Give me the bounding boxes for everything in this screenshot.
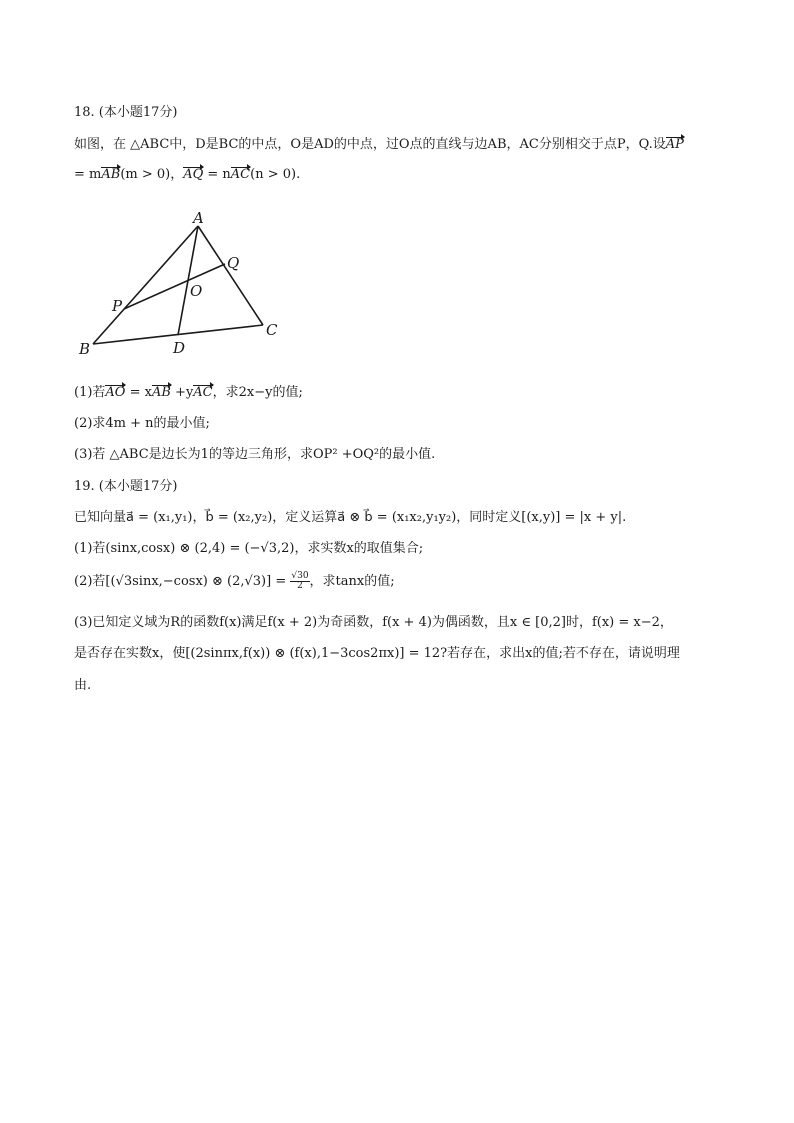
q19-part3-line1: (3)已知定义域为R的函数f(x)满足f(x + 2)为奇函数，f(x + 4)为偶函数，且x ∈ [0,2]时，f(x) = x−2， bbox=[74, 615, 673, 630]
vector-aq: AQ bbox=[183, 167, 204, 182]
triangle-figure bbox=[74, 205, 294, 365]
segment-pq bbox=[124, 264, 225, 309]
label-d: D bbox=[173, 339, 186, 357]
q18-part1-eq: = x bbox=[125, 385, 152, 400]
q19-stem: 已知向量a⃗ = (x₁,y₁)，b⃗ = (x₂,y₂)，定义运算a⃗ ⊗ b⃗ = (x₁x₂,y₁y₂)，同时定义[(x,y)] = |x + y|. bbox=[74, 510, 627, 525]
q18-part1 bbox=[74, 384, 303, 402]
side-ab bbox=[93, 226, 198, 344]
q18-part3: (3)若 △ABC是边长为1的等边三角形，求OP² +OQ²的最小值. bbox=[74, 447, 436, 462]
q18-stem-line2 bbox=[74, 166, 300, 184]
q19-part2-end: ，求tanx的值; bbox=[309, 574, 395, 589]
fraction-numerator: √30 bbox=[291, 571, 309, 581]
vector-ab: AB bbox=[101, 167, 121, 182]
q19-header: 19. (本小题17分) bbox=[74, 479, 178, 494]
q19-part3-line2: 是否存在实数x，使[(2sinπx,f(x)) ⊗ (f(x),1−3cos2πx)] = 12?若存在，求出x的值;若不存在，请说明理 bbox=[74, 646, 680, 661]
q19-part1: (1)若(sinx,cosx) ⊗ (2,4) = (−√3,2)，求实数x的取值集合; bbox=[74, 541, 424, 556]
fraction-sqrt30-over-2 bbox=[290, 572, 309, 591]
q18-stem-line1 bbox=[74, 136, 684, 154]
vector-ac: AC bbox=[230, 167, 251, 182]
q18-stem-cond-m: (m > 0)， bbox=[120, 167, 184, 182]
vector-ao: AO bbox=[105, 385, 126, 400]
q18-stem-eq1: = m bbox=[74, 167, 102, 182]
q18-part1-plus: +y bbox=[170, 385, 194, 400]
q18-stem-eq2: = n bbox=[203, 167, 231, 182]
label-c: C bbox=[266, 321, 278, 339]
label-b: B bbox=[79, 340, 91, 358]
label-q: Q bbox=[227, 254, 240, 272]
fraction-denominator: 2 bbox=[297, 581, 303, 591]
vector-ab-2: AB bbox=[151, 385, 171, 400]
q18-stem-cond-n: (n > 0). bbox=[250, 167, 301, 182]
label-a: A bbox=[193, 209, 204, 227]
q18-part1-prefix: (1)若 bbox=[74, 385, 106, 400]
q18-part1-end: ，求2x−y的值; bbox=[212, 385, 303, 400]
q19-part3-line3: 由. bbox=[74, 678, 92, 693]
side-ac bbox=[198, 226, 263, 325]
q19-part2 bbox=[74, 570, 395, 594]
vector-ap: AP bbox=[665, 137, 684, 152]
q19-part2-prefix: (2)若[(√3sinx,−cosx) ⊗ (2,√3)] = bbox=[74, 574, 287, 589]
label-o: O bbox=[190, 282, 203, 300]
q18-stem-text: 如图，在 △ABC中，D是BC的中点，O是AD的中点，过O点的直线与边AB，AC分别相交于点P，Q.设 bbox=[74, 137, 666, 152]
q18-header: 18. (本小题17分) bbox=[74, 105, 178, 120]
label-p: P bbox=[112, 297, 123, 315]
q18-part2: (2)求4m + n的最小值; bbox=[74, 416, 210, 431]
vector-ac-2: AC bbox=[193, 385, 213, 400]
